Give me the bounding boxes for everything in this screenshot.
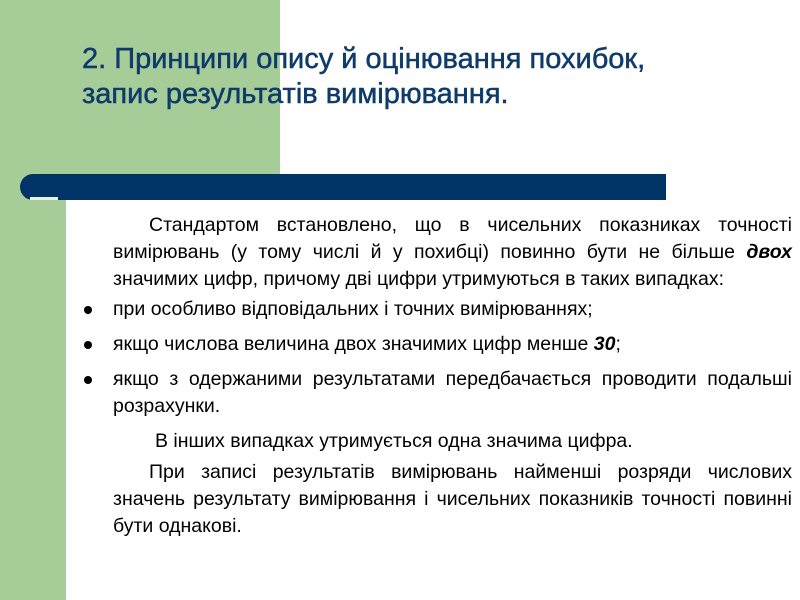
slide-body <box>80 212 792 540</box>
bullet-item: при особливо відповідальних і точних вимірюваннях; <box>80 296 792 323</box>
title-underline-bar <box>20 174 666 200</box>
otherwise-paragraph: В інших випадках утримується одна значима цифра. <box>155 430 633 452</box>
left-green-band <box>0 0 66 600</box>
bullet-item: якщо з одержаними результатами передбачається проводити подальші розрахунки. <box>80 366 792 420</box>
slide-title: 2. Принципи опису й оцінювання похибок, запис результатів вимірювання. <box>82 43 646 110</box>
intro-paragraph: Стандартом встановлено, що в чисельних показниках точності вимірювань (у тому числі й у похибці) повинно бути не більше двох значимих цифр, причому дві цифри утримуються в таких випадках: <box>113 214 792 290</box>
closing-paragraph: При записі результатів вимірювань найменші розряди числових значень результату вимірювання і чисельних показників точності повинні бути однакові. <box>113 461 792 537</box>
emphasis-two: двох <box>746 241 792 263</box>
bullet-item: якщо числова величина двох значимих цифр менше 30; <box>80 331 792 358</box>
bullet-list <box>80 296 792 420</box>
emphasis-thirty: 30 <box>593 333 616 355</box>
title-bar-highlight <box>30 197 58 200</box>
